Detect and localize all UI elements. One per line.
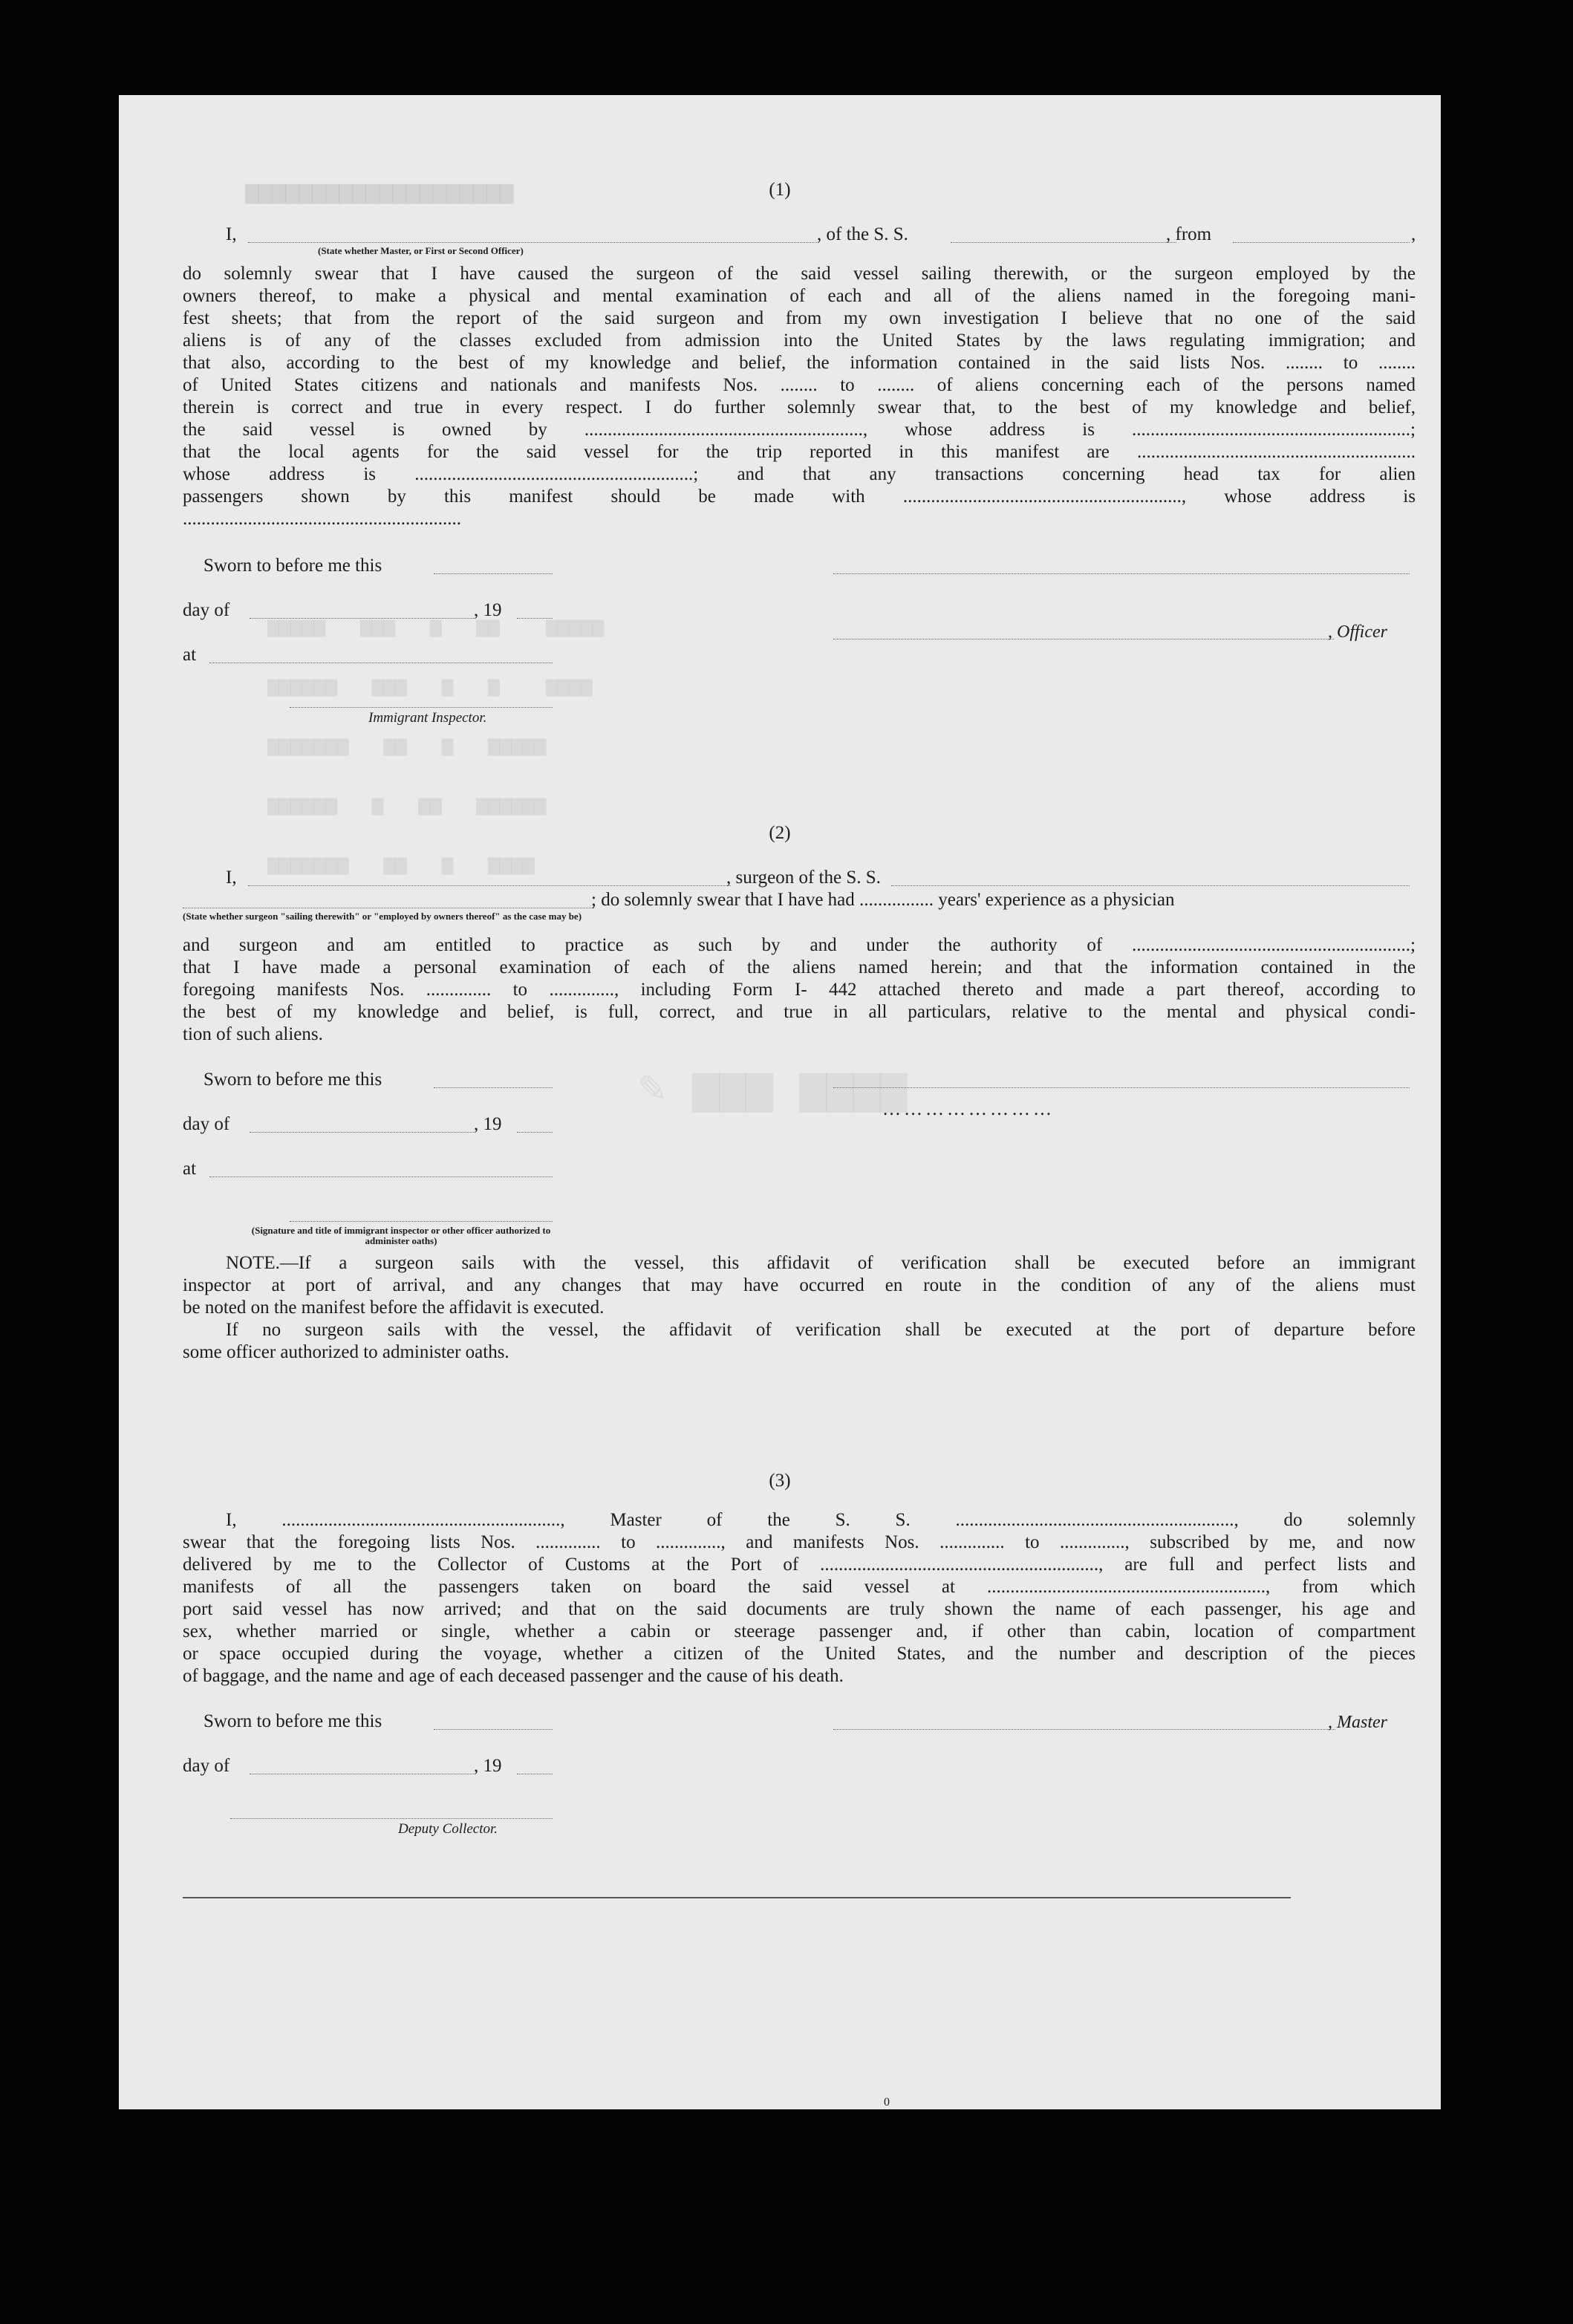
sworn-day-field[interactable]: [434, 1729, 553, 1730]
affidavit-line: of United States citizens and nationals and manifests Nos. ........ to ........ of aliens concerning each of the persons named: [183, 375, 1416, 395]
bottom-rule: [183, 1897, 1291, 1898]
section-number: (3): [769, 1471, 791, 1491]
origin-port-field[interactable]: [1233, 242, 1410, 243]
footer-mark: 0: [884, 2096, 890, 2109]
inspector-caption: Immigrant Inspector.: [368, 710, 487, 726]
surgeon-vessel-field[interactable]: [891, 885, 1410, 886]
officer-signature-line[interactable]: [833, 573, 1410, 574]
surgeon-name-field[interactable]: [248, 885, 731, 886]
year-label: , 19: [474, 1114, 502, 1134]
affidavit-line: whose address is ............................................................; and that any transactions concerning head tax for alien: [183, 464, 1416, 484]
master-signature-line[interactable]: [833, 1729, 1335, 1730]
bleed-through-ghost: ▆▆▆▆▆▆ ▆ ▆▆ ▆▆▆▆▆▆: [267, 794, 547, 816]
note-line: [183, 1252, 1416, 1275]
officer-caption: , Officer: [1328, 622, 1387, 642]
master-affidavit-line: port said vessel has now arrived; and that on the said documents are truly shown the name of each passenger, his age and: [183, 1599, 1416, 1619]
note-line: be noted on the manifest before the affidavit is executed.: [183, 1298, 605, 1318]
bleed-through-ghost: ▆▆▆▆▆▆▆ ▆▆ ▆ ▆▆▆▆: [267, 853, 535, 876]
surgeon-signature-line[interactable]: [833, 1087, 1410, 1088]
affidavit-line: ............................................................: [183, 509, 461, 529]
note-label: NOTE.: [226, 1253, 280, 1273]
surgeon-status-subtitle: (State whether surgeon "sailing therewith" or "employed by owners thereof" as the case may be): [183, 911, 582, 922]
surgeon-title-dots: ……………………: [882, 1099, 1055, 1119]
affidavit-line: passengers shown by this manifest should be made with ............................................................, whose address is: [183, 486, 1416, 507]
surgeon-line-ss: , surgeon of the S. S.: [726, 868, 881, 888]
oath-line-i: I,: [226, 224, 237, 244]
oath-line-from: , from: [1166, 224, 1212, 244]
year-label: , 19: [474, 600, 502, 620]
at-label: at: [183, 645, 197, 665]
bleed-through-ghost: ▆▆▆▆▆ ▆▆▆ ▆ ▆▆ ▆▆▆▆▆: [267, 616, 605, 638]
sworn-label: Sworn to before me this: [203, 1711, 382, 1731]
day-of-label: day of: [183, 1756, 230, 1776]
at-field[interactable]: [209, 1176, 553, 1177]
affidavit-line: that also, according to the best of my knowledge and belief, the information contained in the said lists Nos. ........ to ........: [183, 353, 1416, 373]
affidavit-line: that the local agents for the said vessel for the trip reported in this manifest are ............................................................: [183, 442, 1416, 462]
surgeon-line-experience: ; do solemnly swear that I have had ................ years' experience as a physician: [591, 890, 1175, 910]
affidavit-line: the said vessel is owned by ............................................................, whose address is ............................................................;: [183, 420, 1416, 440]
deputy-caption: Deputy Collector.: [398, 1821, 498, 1837]
day-of-field[interactable]: [250, 1132, 474, 1133]
day-of-label: day of: [183, 1114, 230, 1134]
deputy-signature-line[interactable]: [230, 1818, 553, 1819]
master-affidavit-line: swear that the foregoing lists Nos. .............. to .............., and manifests Nos. .............. to .............., subscribed by me, and now: [183, 1532, 1416, 1552]
year-label: , 19: [474, 1756, 502, 1776]
bleed-through-ghost: ▆▆▆▆▆▆▆ ▆▆ ▆ ▆▆▆▆▆: [267, 735, 547, 757]
officer-name-field[interactable]: [248, 242, 817, 243]
master-affidavit-line: manifests of all the passengers taken on board the said vessel at ............................................................, from which: [183, 1577, 1416, 1597]
master-affidavit-line: I, ............................................................, Master of the S. S. ............................................................, do solemnly: [226, 1510, 1416, 1530]
bleed-through-ghost: ▆▆▆▆▆▆ ▆▆▆ ▆ ▆ ▆▆▆▆: [267, 675, 593, 697]
day-of-label: day of: [183, 600, 230, 620]
day-of-field[interactable]: [250, 618, 474, 619]
affidavit-line: fest sheets; that from the report of the said surgeon and from my own investigation I believe that no one of the said: [183, 308, 1416, 328]
section-number: (1): [769, 180, 791, 200]
surgeon-affidavit-line: that I have made a personal examination of each of the aliens named herein; and that the information contained in the: [183, 957, 1416, 977]
affidavit-line: aliens is of any of the classes excluded from admission into the United States by the laws regulating immigration; and: [183, 331, 1416, 351]
note-line: inspector at port of arrival, and any changes that may have occurred en route in the condition of any of the aliens must: [183, 1275, 1416, 1295]
master-affidavit-line: or space occupied during the voyage, whether a citizen of the United States, and the number and description of the pieces: [183, 1644, 1416, 1664]
affidavit-line: do solemnly swear that I have caused the surgeon of the said vessel sailing therewith, or the surgeon employed by the: [183, 264, 1416, 284]
surgeon-affidavit-line: tion of such aliens.: [183, 1024, 323, 1044]
oath-line-subtitle: (State whether Master, or First or Second Officer): [318, 245, 524, 256]
note-text: —If a surgeon sails with the vessel, this affidavit of verification shall be executed before an immigrant: [279, 1253, 1416, 1273]
section-number: (2): [769, 823, 791, 843]
sworn-label: Sworn to before me this: [203, 1070, 382, 1090]
bleed-through-ghost: ▆▆▆▆▆▆▆▆▆▆▆▆▆▆▆▆▆▆▆▆: [245, 180, 514, 206]
surgeon-line-i: I,: [226, 868, 237, 888]
master-affidavit-line: of baggage, and the name and age of each deceased passenger and the cause of his death.: [183, 1666, 844, 1686]
year-field[interactable]: [517, 618, 553, 619]
affidavit-line: therein is correct and true in every respect. I do further solemnly swear that, to the best of my knowledge and belief,: [183, 397, 1416, 417]
sworn-label: Sworn to before me this: [203, 556, 382, 576]
oath-line-end: ,: [1411, 224, 1416, 244]
signature-caption: (Signature and title of immigrant inspector or other officer authorized to administer oaths): [251, 1225, 551, 1246]
sworn-day-field[interactable]: [434, 1087, 553, 1088]
master-affidavit-line: sex, whether married or single, whether a cabin or steerage passenger and, if other than cabin, location of compartment: [183, 1621, 1416, 1641]
at-label: at: [183, 1159, 197, 1179]
bleed-through-ghost: ✎ ▆▆▆ ▆▆▆▆: [639, 1065, 907, 1116]
surgeon-affidavit-line: foregoing manifests Nos. .............. to .............., including Form I- 442 attached thereto and made a part thereof, according to: [183, 980, 1416, 1000]
inspector-signature-line[interactable]: [290, 1221, 553, 1222]
note-line: If no surgeon sails with the vessel, the affidavit of verification shall be executed at the port of departure before: [226, 1320, 1416, 1340]
year-field[interactable]: [517, 1132, 553, 1133]
manifest-affidavit-page: [119, 95, 1441, 2109]
affidavit-line: owners thereof, to make a physical and mental examination of each and all of the aliens named in the foregoing mani-: [183, 286, 1416, 306]
surgeon-affidavit-line: and surgeon and am entitled to practice as such by and under the authority of ............................................................;: [183, 935, 1416, 955]
surgeon-affidavit-line: the best of my knowledge and belief, is full, correct, and true in all particulars, relative to the mental and physical condi-: [183, 1002, 1416, 1022]
master-caption: , Master: [1328, 1713, 1387, 1732]
vessel-name-field[interactable]: [951, 242, 1176, 243]
sworn-day-field[interactable]: [434, 573, 553, 574]
inspector-signature-line[interactable]: [290, 707, 553, 708]
note-line: some officer authorized to administer oaths.: [183, 1342, 509, 1362]
oath-line-of-ss: , of the S. S.: [817, 224, 908, 244]
master-affidavit-line: delivered by me to the Collector of Customs at the Port of ............................................................, are full and perfect lists and: [183, 1555, 1416, 1575]
